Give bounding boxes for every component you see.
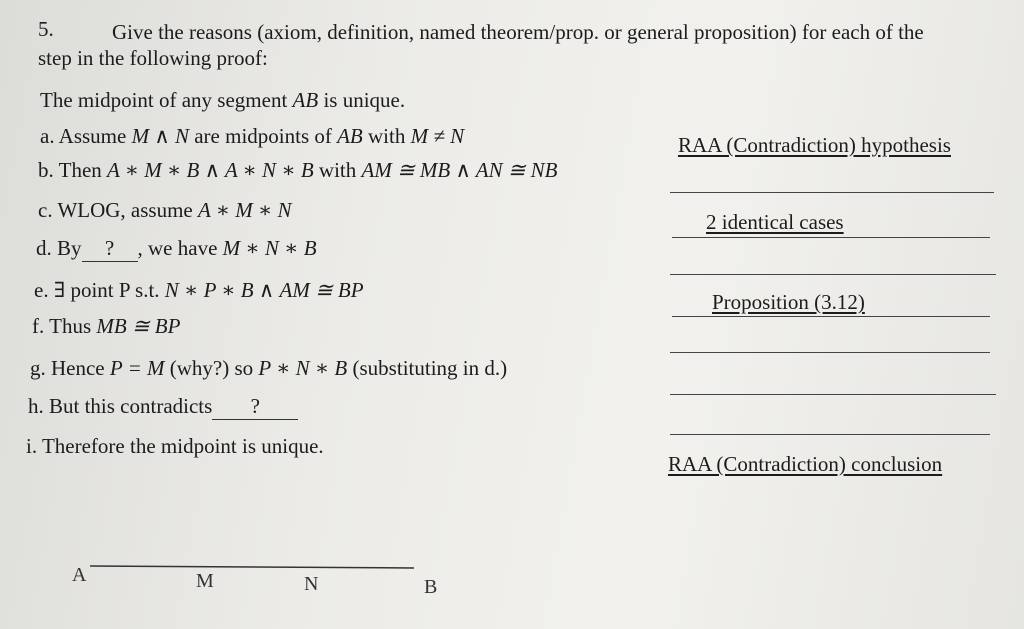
step-text: (why?) so — [164, 356, 259, 380]
step-text: Therefore the midpoint is unique. — [41, 434, 324, 458]
answer-i[interactable]: RAA (Contradiction) conclusion — [668, 452, 943, 476]
step-math: MB ≅ BP — [96, 314, 181, 338]
step-label: c. — [38, 198, 53, 222]
step-label: e. — [34, 278, 49, 302]
point-label-a: A — [72, 564, 87, 586]
step-text: , we have — [137, 236, 223, 260]
answer-line-c — [672, 237, 990, 238]
step-c — [38, 198, 292, 223]
step-text: are midpoints of — [188, 124, 338, 148]
step-math: AM ≅ MB ∧ AN ≅ NB — [361, 158, 558, 182]
step-math: N ∗ P ∗ B — [164, 278, 254, 302]
answer-blank-h[interactable]: ? — [212, 394, 298, 420]
answer-line-g[interactable] — [670, 394, 996, 395]
step-math: A ∗ M ∗ N — [198, 198, 292, 222]
step-text: Then — [58, 158, 108, 182]
point-label-n: N — [304, 573, 319, 595]
step-text: By — [57, 236, 82, 260]
step-math: A ∗ M ∗ B ∧ A ∗ N ∗ B — [107, 158, 314, 182]
step-b — [38, 158, 558, 183]
point-label-m: M — [196, 570, 214, 592]
step-math: P = M — [109, 356, 165, 380]
answer-line-h[interactable] — [670, 434, 990, 435]
question-text-line1: Give the reasons (axiom, definition, named theorem/prop. or general proposition) for each of the — [112, 20, 924, 44]
step-i — [26, 434, 324, 459]
step-math: AM ≅ BP — [279, 278, 364, 302]
step-text: (substituting in d.) — [347, 356, 508, 380]
step-d — [36, 236, 317, 262]
theorem-statement — [40, 88, 405, 113]
step-label: h. — [28, 394, 44, 418]
step-math: M ∗ N ∗ B — [222, 236, 317, 260]
step-math: M ≠ N — [410, 124, 465, 148]
answer-line-f[interactable] — [670, 352, 990, 353]
step-text: ∃ point P s.t. — [53, 278, 165, 302]
step-text: Assume — [58, 124, 132, 148]
step-e — [34, 278, 364, 303]
point-label-b: B — [424, 576, 438, 598]
step-text: ∧ — [253, 278, 280, 302]
step-text: with — [313, 158, 362, 182]
step-label: i. — [26, 434, 38, 458]
step-label: a. — [40, 124, 55, 148]
statement-pre: The midpoint of any segment — [40, 88, 293, 112]
answer-line-b[interactable] — [670, 192, 994, 193]
step-text: WLOG, assume — [57, 198, 199, 222]
step-f — [32, 314, 180, 339]
step-label: f. — [32, 314, 45, 338]
step-math: M ∧ N — [131, 124, 189, 148]
step-h — [28, 394, 298, 420]
step-label: b. — [38, 158, 54, 182]
step-text: But this contradicts — [49, 394, 213, 418]
answer-e[interactable]: Proposition (3.12) — [712, 290, 865, 314]
step-text: Hence — [51, 356, 110, 380]
step-label: d. — [36, 236, 52, 260]
step-g — [30, 356, 507, 381]
answer-a[interactable]: RAA (Contradiction) hypothesis — [678, 133, 951, 157]
answer-line-e — [672, 316, 990, 317]
question-text-line2: step in the following proof: — [38, 46, 268, 70]
answer-blank-d[interactable]: ? — [82, 236, 138, 262]
statement-post: is unique. — [318, 88, 406, 112]
answer-line-d[interactable] — [670, 274, 996, 275]
segment-line — [80, 556, 420, 576]
step-text: Thus — [49, 314, 97, 338]
step-math: AB — [337, 124, 363, 148]
step-label: g. — [30, 356, 46, 380]
question-number: 5. — [38, 17, 54, 41]
statement-segment: AB — [292, 88, 319, 112]
step-a — [40, 124, 464, 149]
step-math: P ∗ N ∗ B — [258, 356, 348, 380]
answer-c[interactable]: 2 identical cases — [706, 210, 844, 234]
step-text: with — [362, 124, 411, 148]
